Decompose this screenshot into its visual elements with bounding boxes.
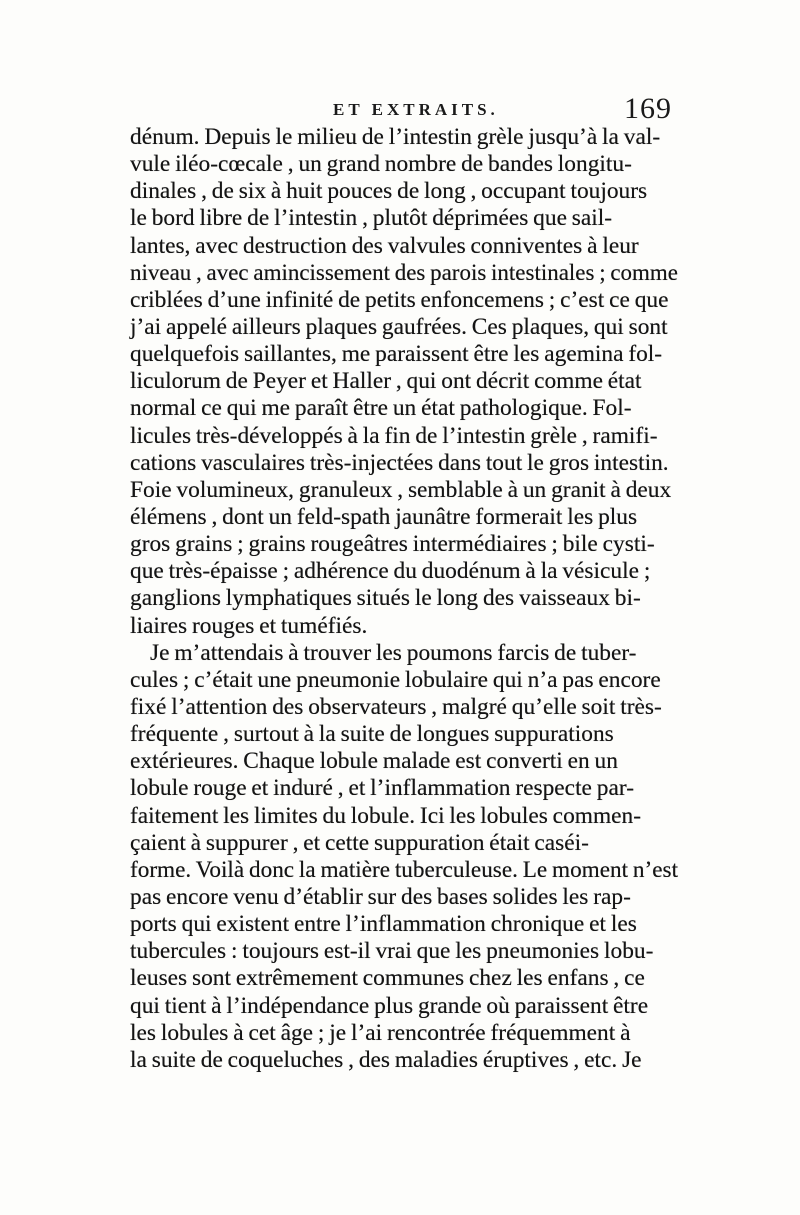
text-line: ganglions lymphatiques situés le long des vaisseaux bi- (130, 585, 641, 612)
running-title: ET EXTRAITS. (333, 100, 499, 119)
text-line: tubercules : toujours est-il vrai que les pneumonies lobu- (130, 938, 654, 965)
text-line: extérieures. Chaque lobule malade est converti en un (130, 748, 618, 775)
text-line: la suite de coqueluches , des maladies éruptives , etc. Je (130, 1046, 642, 1073)
text-line: faitement les limites du lobule. Ici les lobules commen- (130, 802, 642, 829)
text-line: Foie volumineux, granuleux , semblable à un granit à deux (130, 476, 672, 503)
paragraph-start-line: Je m’attendais à trouver les poumons farcis de tuber- (150, 639, 637, 666)
text-line: forme. Voilà donc la matière tuberculeuse. Le moment n’est (130, 856, 679, 883)
text-line: fixé l’attention des observateurs , malgré qu’elle soit très- (130, 693, 662, 720)
text-line: licules très-développés à la fin de l’intestin grèle , ramifi- (130, 422, 658, 449)
body-text (130, 124, 678, 1074)
text-line: leuses sont extrêmement communes chez les enfans , ce (130, 965, 645, 992)
text-line: le bord libre de l’intestin , plutôt déprimées que sail- (130, 205, 613, 232)
text-line: gros grains ; grains rougeâtres intermédiaires ; bile cysti- (130, 531, 655, 558)
text-line: cations vasculaires très-injectées dans tout le gros intestin. (130, 449, 669, 476)
text-line: que très-épaisse ; adhérence du duodénum à la vésicule ; (130, 558, 651, 585)
text-line: normal ce qui me paraît être un état pathologique. Fol- (130, 395, 632, 422)
text-line: qui tient à l’indépendance plus grande où paraissent être (130, 992, 649, 1019)
text-line: cules ; c’était une pneumonie lobulaire qui n’a pas encore (130, 666, 661, 693)
text-line: j’ai appelé ailleurs plaques gaufrées. Ces plaques, qui sont (130, 313, 668, 340)
text-line: quelquefois saillantes, me paraissent être les agemina fol- (130, 341, 663, 368)
text-line: dénum. Depuis le milieu de l’intestin grèle jusqu’à la val- (130, 124, 661, 150)
text-line: élémens , dont un feld-spath jaunâtre formerait les plus (130, 503, 638, 530)
text-line: vule iléo-cœcale , un grand nombre de bandes longitu- (130, 151, 632, 178)
text-line: ports qui existent entre l’inflammation chronique et les (130, 911, 637, 938)
text-line: niveau , avec amincissement des parois intestinales ; comme (130, 259, 678, 286)
text-line: lantes, avec destruction des valvules conniventes à leur (130, 232, 639, 259)
text-line: liaires rouges et tuméfiés. (130, 612, 368, 639)
text-line: liculorum de Peyer et Haller , qui ont décrit comme état (130, 368, 642, 395)
text-line: fréquente , surtout à la suite de longues suppurations (130, 721, 614, 748)
text-line: dinales , de six à huit pouces de long , occupant toujours (130, 178, 648, 205)
page-number: 169 (624, 92, 672, 125)
text-line: les lobules à cet âge ; je l’ai rencontrée fréquemment à (130, 1019, 631, 1046)
text-line: çaient à suppurer , et cette suppuration était caséi- (130, 829, 589, 856)
text-line: lobule rouge et induré , et l’inflammation respecte par- (130, 775, 634, 802)
text-line: pas encore venu d’établir sur des bases solides les rap- (130, 883, 631, 910)
text-line: criblées d’une infinité de petits enfoncemens ; c’est ce que (130, 286, 669, 313)
